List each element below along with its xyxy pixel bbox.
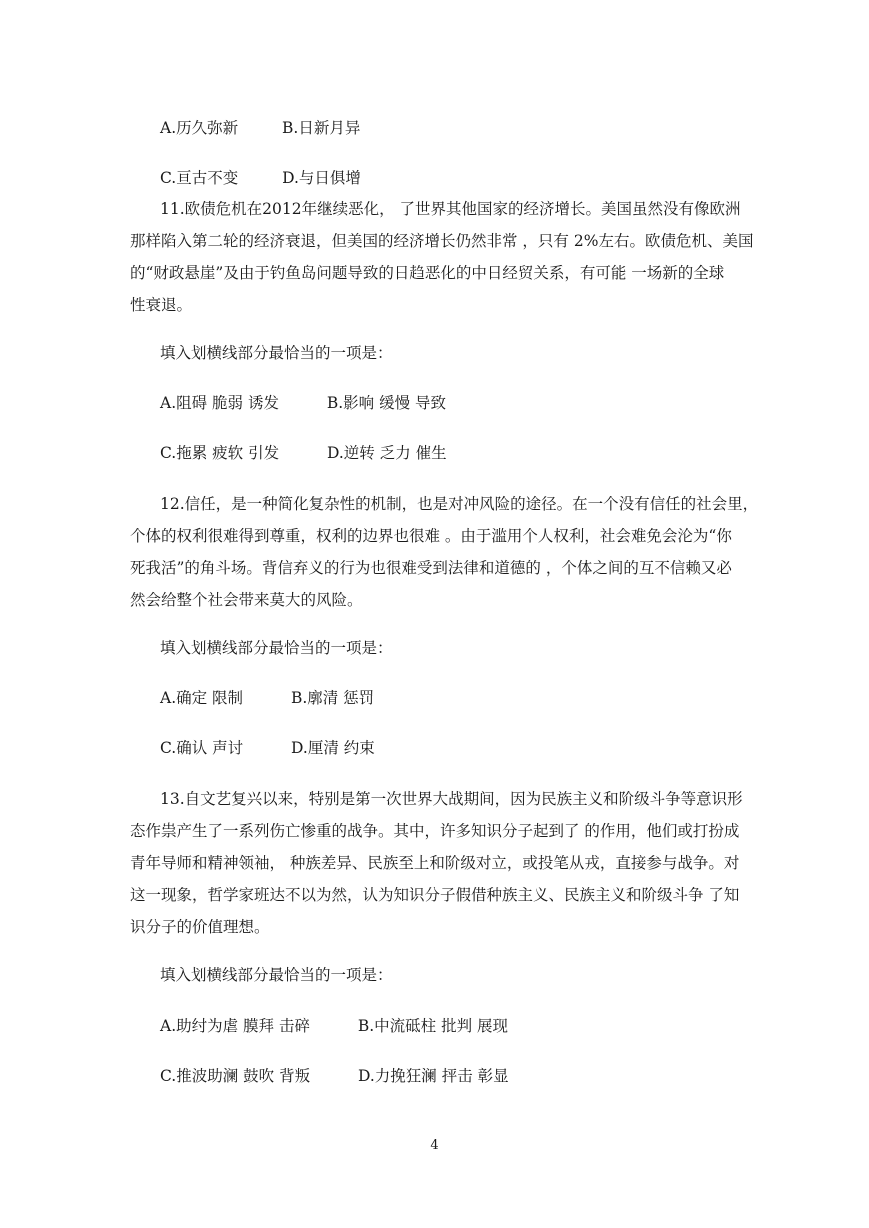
q13-line-4: 这一现象，哲学家班达不以为然，认为知识分子假借种族主义、民族主义和阶级斗争 了知 xyxy=(130,886,740,904)
q12-option-a: A.确定 限制 xyxy=(160,689,244,707)
q12-options-row-2 xyxy=(160,738,375,758)
q11-line-2: 那样陷入第二轮的经济衰退，但美国的经济增长仍然非常 ，只有 2%左右。欧债危机、美国 xyxy=(130,232,754,250)
q11-option-d: D.逆转 乏力 催生 xyxy=(326,444,447,462)
q12-option-d: D.厘清 约束 xyxy=(291,739,375,757)
q11-line-1: 11.欧债危机在2012年继续恶化， 了世界其他国家的经济增长。美国虽然没有像欧洲 xyxy=(160,200,741,218)
q13-prompt: 填入划横线部分最恰当的一项是： xyxy=(160,966,393,984)
q10-options-row-1 xyxy=(160,118,360,138)
q11-option-c: C.拖累 疲软 引发 xyxy=(160,444,280,462)
q12-line-2: 个体的权利很难得到尊重，权利的边界也很难 。由于滥用个人权利，社会难免会沦为“你 xyxy=(130,527,732,545)
q11-prompt: 填入划横线部分最恰当的一项是： xyxy=(160,344,393,362)
q11-option-a: A.阻碍 脆弱 诱发 xyxy=(160,394,279,412)
q12-options-row-1 xyxy=(160,688,374,708)
q13-option-d: D.力挽狂澜 抨击 彰显 xyxy=(357,1067,509,1085)
q12-prompt: 填入划横线部分最恰当的一项是： xyxy=(160,639,393,657)
q13-option-b: B.中流砥柱 批判 展现 xyxy=(357,1017,509,1035)
q10-options-row-2 xyxy=(160,168,361,188)
q13-option-a: A.助纣为虐 膜拜 击碎 xyxy=(160,1017,310,1035)
q13-options-row-2 xyxy=(160,1066,509,1086)
q12-line-1: 12.信任，是一种简化复杂性的机制，也是对冲风险的途径。在一个没有信任的社会里， xyxy=(160,495,759,513)
q10-option-c: C.亘古不变 xyxy=(160,169,239,187)
q11-line-3: 的“财政悬崖”及由于钓鱼岛问题导致的日趋恶化的中日经贸关系，有可能 一场新的全球 xyxy=(130,264,725,282)
q13-options-row-1 xyxy=(160,1016,508,1036)
q11-line-4: 性衰退。 xyxy=(130,296,193,314)
q13-option-c: C.推波助澜 鼓吹 背叛 xyxy=(160,1067,311,1085)
q13-line-1: 13.自文艺复兴以来，特别是第一次世界大战期间，因为民族主义和阶级斗争等意识形 xyxy=(160,790,743,808)
q11-options-row-1 xyxy=(160,393,446,413)
q12-line-3: 死我活”的角斗场。背信弃义的行为也很难受到法律和道德的 ，个体之间的互不信赖又必 xyxy=(130,559,732,577)
q11-option-b: B.影响 缓慢 导致 xyxy=(326,394,447,412)
q13-line-5: 识分子的价值理想。 xyxy=(130,918,270,936)
q10-option-b: B.日新月异 xyxy=(282,119,361,137)
q13-line-2: 态作祟产生了一系列伤亡惨重的战争。其中，许多知识分子起到了 的作用，他们或打扮成 xyxy=(130,822,740,840)
q10-option-d: D.与日俱增 xyxy=(282,169,361,187)
q12-line-4: 然会给整个社会带来莫大的风险。 xyxy=(130,591,363,609)
q11-options-row-2 xyxy=(160,443,447,463)
page-number: 4 xyxy=(430,1138,439,1153)
q12-option-c: C.确认 声讨 xyxy=(160,739,244,757)
q12-option-b: B.廓清 惩罚 xyxy=(290,689,375,707)
q10-option-a: A.历久弥新 xyxy=(160,119,239,137)
q13-line-3: 青年导师和精神领袖， 种族差异、民族至上和阶级对立，或投笔从戎，直接参与战争。对 xyxy=(130,854,740,872)
